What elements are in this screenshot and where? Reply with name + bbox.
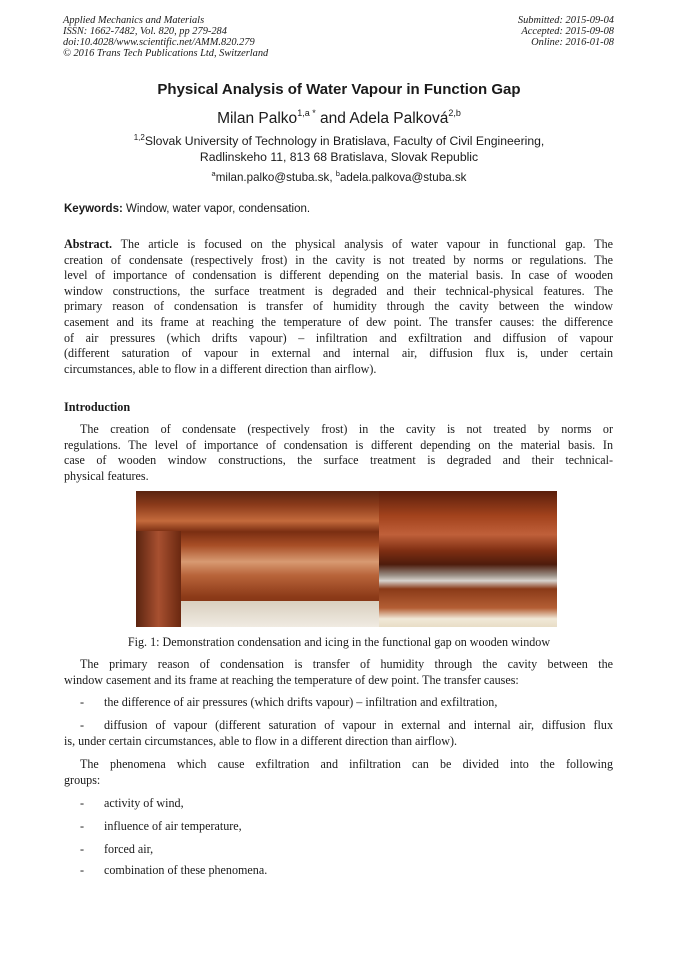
figure-1 [136,491,557,627]
issn: ISSN: 1662-7482, Vol. 820, pp 279-284 [63,26,227,37]
abstract [64,237,613,377]
journal-name: Applied Mechanics and Materials [63,15,205,26]
affiliation-line-2: Radlinskeho 11, 813 68 Bratislava, Slovak Republic [199,149,479,164]
body-line: window casement and its frame at reaching the temperature of dew point. The transfer causes: [64,672,519,687]
header-left [63,15,268,59]
email-separator: , [329,171,336,184]
body-line: The primary reason of condensation is transfer of humidity through the cavity between the [80,657,613,671]
author-1: Milan Palko [217,110,298,127]
window-frame-photo [136,491,379,627]
copyright: © 2016 Trans Tech Publications Ltd, Switzerland [63,48,269,59]
cause-line [64,718,613,734]
keywords [64,203,310,215]
intro-line: case of wooden window constructions, the surface treatment is degraded and their technical- [64,453,613,468]
group-text: forced air, [104,842,154,856]
submitted-date: Submitted: 2015-09-04 [517,15,614,26]
abstract-line: of air pressures (which drifts vapour) – infiltration and exfiltration and diffusion of vapour [64,330,613,345]
group-item [80,796,184,811]
dash: - [80,842,85,856]
group-item [80,842,153,857]
group-text: activity of wind, [104,796,184,810]
dash: - [80,718,85,732]
section-heading-introduction: Introduction [64,400,131,414]
group-text: combination of these phenomena. [104,863,268,877]
body-line: The phenomena which cause exfiltration and infiltration can be divided into the following [80,757,613,771]
accepted-date: Accepted: 2015-09-08 [521,26,614,37]
cause-item-2 [64,718,613,749]
cause-text: diffusion of vapour (different saturation of vapour in external and internal air, diffusion flux [104,718,613,732]
abstract-line: circumstances, able to flow in a different direction than airflow). [64,361,377,376]
abstract-line: (different saturation of vapour in external and internal air, diffusion flux is, under certain [64,346,613,361]
author-2-sup: 2,b [448,108,461,118]
abstract-line: primary reason of condensation is transfer of humidity through the cavity between the window [64,299,613,314]
body-line: groups: [64,772,101,787]
body-paragraph-2 [64,757,613,788]
author-conj: and [315,110,350,127]
affiliation-sup: 1,2 [133,133,145,142]
author-1-sup: 1,a * [297,108,316,118]
intro-line: regulations. The level of importance of condensation is different depending on the material basis. In [64,437,613,452]
keywords-text: Window, water vapor, condensation. [122,203,311,215]
email-1[interactable]: milan.palko@stuba.sk [215,171,330,184]
figure-caption: Fig. 1: Demonstration condensation and icing in the functional gap on wooden window [127,635,551,649]
paper-title: Physical Analysis of Water Vapour in Function Gap [157,81,521,98]
intro-line: physical features. [64,468,149,483]
affiliation-line-1: Slovak University of Technology in Bratislava, Faculty of Civil Engineering, [144,134,545,148]
abstract-line: window constructions, the surface treatment is degraded and their technical-physical features. The [64,283,613,298]
keywords-label: Keywords: [64,203,123,215]
group-item [80,819,242,834]
group-text: influence of air temperature, [104,819,242,833]
dash: - [80,695,85,709]
icing-photo [379,491,557,627]
online-date: Online: 2016-01-08 [531,37,614,48]
dash: - [80,819,85,833]
email-1-sup: a [211,169,216,178]
frame-post [136,531,181,627]
cause-text: the difference of air pressures (which drifts vapour) – infiltration and exfiltration, [104,695,498,709]
authors [0,103,678,129]
doi: doi:10.4028/www.scientific.net/AMM.820.279 [63,37,255,48]
body-paragraph-1 [64,657,613,688]
window-sill [181,601,379,627]
header-right [518,15,614,48]
email-2-sup: b [335,169,340,178]
abstract-line: level of importance of condensation is different depending on the material basis. In case of wooden [64,268,613,283]
emails [0,167,678,185]
affiliation [0,130,678,165]
abstract-label: Abstract. [64,237,113,251]
dash: - [80,796,85,810]
cause-item [80,695,497,710]
introduction-paragraph [64,422,613,484]
intro-line: The creation of condensate (respectively frost) in the cavity is not treated by norms or [80,422,613,436]
dash: - [80,863,85,877]
email-2[interactable]: adela.palkova@stuba.sk [339,171,467,184]
abstract-line: creation of condensate (respectively frost) in the cavity is not treated by norms or regulations. The [64,252,613,267]
author-2: Adela Palková [349,110,449,127]
abstract-line [64,237,613,253]
abstract-line-text: The article is focused on the physical analysis of water vapour in functional gap. The [112,237,613,251]
cause-line: is, under certain circumstances, able to flow in a different direction than airflow). [64,733,458,748]
group-item [80,863,267,878]
abstract-line: casement and its frame at reaching the temperature of dew point. The transfer causes: the difference [64,314,613,329]
